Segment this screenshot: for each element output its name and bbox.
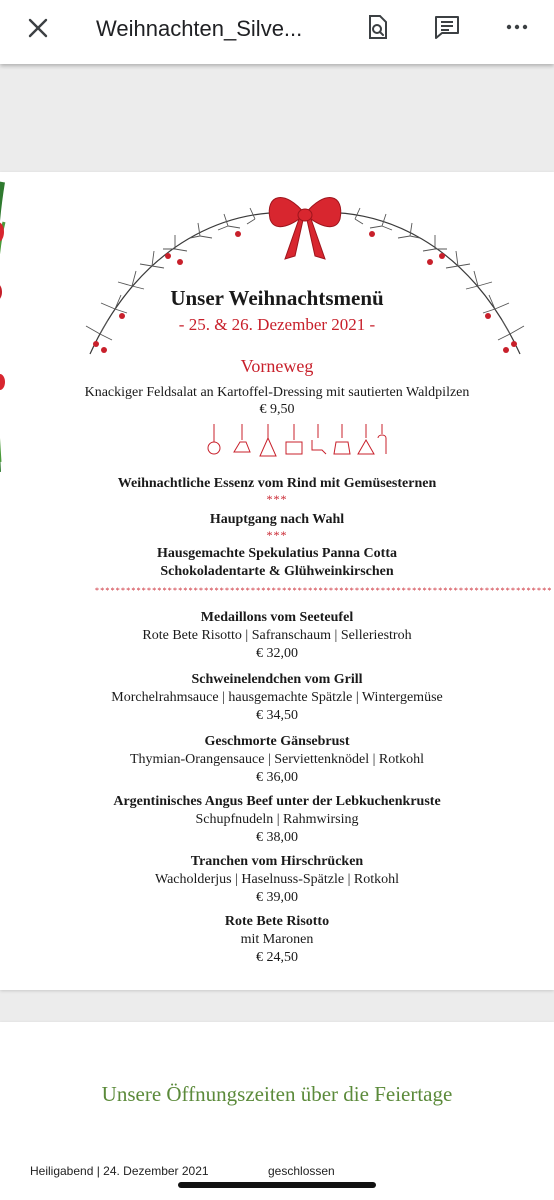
hours-title: Unsere Öffnungszeiten über die Feiertage [101,1082,453,1106]
search-document-icon[interactable] [362,12,392,42]
course-essenz: Weihnachtliche Essenz vom Rind mit Gemüsesternen [117,476,437,491]
dish-description: Thymian-Orangensauce | Serviettenknödel | Rotkohl [129,752,425,767]
comment-icon[interactable] [432,12,462,42]
close-icon[interactable] [24,14,52,42]
dish-description: mit Maronen [240,932,314,947]
dish-name: Schweinelendchen vom Grill [191,672,363,687]
hours-day: Heiligabend | 24. Dezember 2021 [30,1164,209,1178]
starter-description: Knackiger Feldsalat an Kartoffel-Dressing mit sautierten Waldpilzen [84,385,470,400]
document-viewer-toolbar [0,0,554,64]
starter-price: € 9,50 [259,402,295,417]
dish-price: € 36,00 [256,770,298,785]
course-dessert-line-1: Hausgemachte Spekulatius Panna Cotta [157,546,397,561]
dish-name: Geschmorte Gänsebrust [204,734,350,749]
document-page-menu[interactable] [0,172,554,990]
dish-price: € 34,50 [256,708,298,723]
dish-price: € 24,50 [256,950,298,965]
dish-description: Wacholderjus | Haselnuss-Spätzle | Rotkohl [155,872,399,887]
dish-price: € 39,00 [256,890,298,905]
more-horizontal-icon[interactable] [502,12,532,42]
dish-name: Tranchen vom Hirschrücken [190,854,364,869]
home-indicator[interactable] [178,1182,376,1188]
hours-status: geschlossen [268,1164,335,1178]
course-hauptgang: Hauptgang nach Wahl [209,512,345,527]
document-title: Weihnachten_Silve... [96,16,303,41]
dish-price: € 38,00 [256,830,298,845]
dish-name: Argentinisches Angus Beef unter der Lebkuchenkruste [113,794,441,809]
separator-stars: *** [266,528,288,542]
menu-title: Unser Weihnachtsmenü [170,286,384,310]
dish-description: Schupfnudeln | Rahmwirsing [195,812,359,827]
dish-name: Rote Bete Risotto [224,914,330,929]
section-heading-vorneweg: Vorneweg [240,356,314,376]
christmas-garland-icon [70,184,540,364]
course-dessert-line-2: Schokoladentarte & Glühweinkirschen [160,564,394,579]
document-page-hours[interactable] [0,1022,554,1200]
page-gap [0,64,554,172]
hours-row [30,1164,430,1180]
separator-stars: *** [266,492,288,506]
red-bow [269,198,341,259]
dish-description: Morchelrahmsauce | hausgemachte Spätzle | Wintergemüse [111,690,443,705]
dish-price: € 32,00 [256,646,298,661]
dish-description: Rote Bete Risotto | Safranschaum | Selleriestroh [142,628,412,643]
menu-date: - 25. & 26. Dezember 2021 - [178,315,376,334]
star-divider: **************************************************************************************** [95,586,553,595]
dish-name: Medaillons vom Seeteufel [200,610,354,625]
christmas-ornaments-icon [204,424,390,464]
